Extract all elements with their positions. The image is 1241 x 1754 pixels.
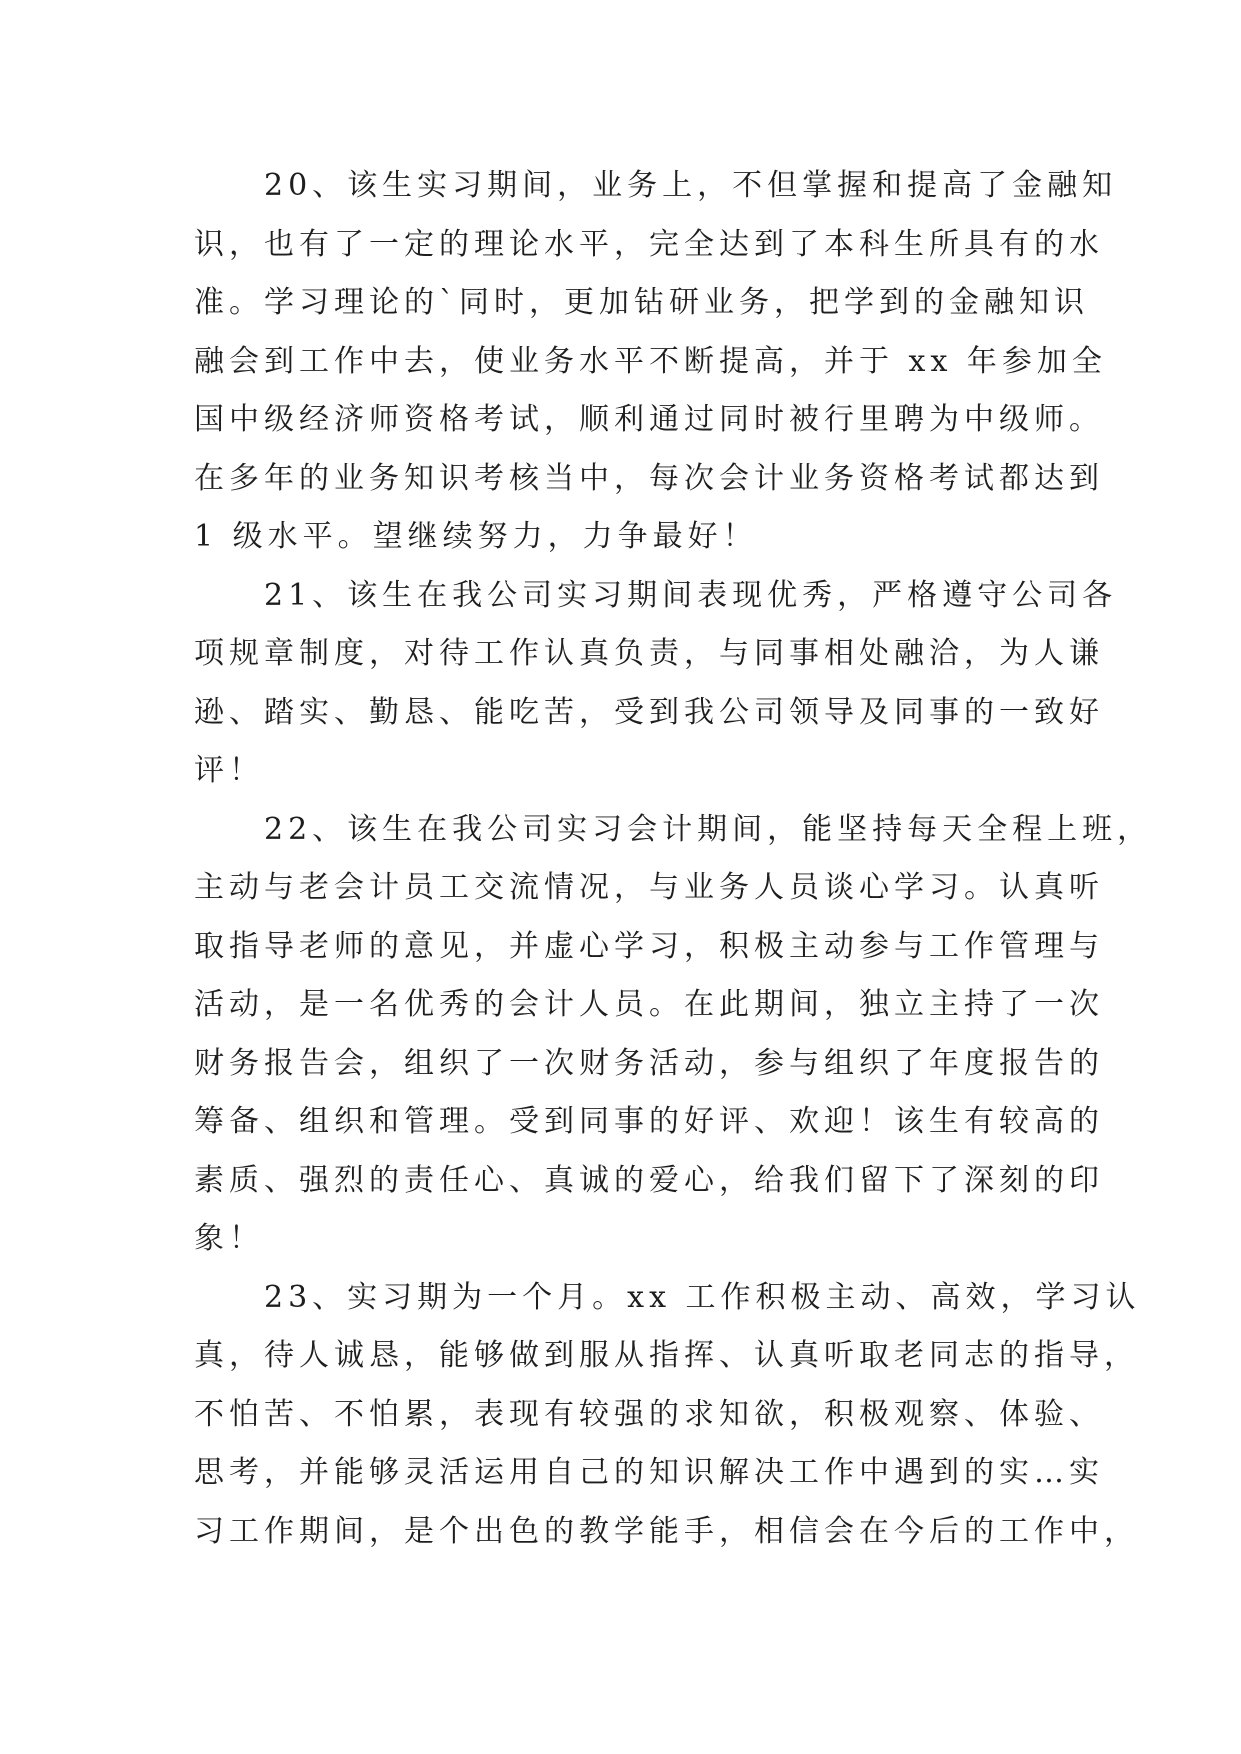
text-line: 准。学习理论的`同时，更加钻研业务，把学到的金融知识 [194, 285, 1089, 320]
text-line: 21、该生在我公司实习期间表现优秀，严格遵守公司各 [194, 577, 1118, 613]
text-line: 不怕苦、不怕累，表现有较强的求知欲，积极观察、体验、 [194, 1396, 1104, 1432]
text-line: 融会到工作中去，使业务水平不断提高，并于 xx 年参加全 [194, 343, 1107, 379]
text-line: 筹备、组织和管理。受到同事的好评、欢迎！该生有较高的 [194, 1104, 1104, 1139]
text-line: 思考，并能够灵活运用自己的知识解决工作中遇到的实…实 [194, 1455, 1104, 1490]
text-line: 活动，是一名优秀的会计人员。在此期间，独立主持了一次 [194, 987, 1104, 1022]
text-line: 真，待人诚恳，能够做到服从指挥、认真听取老同志的指导， [194, 1338, 1139, 1373]
text-line: 象！ [194, 1221, 264, 1256]
text-line: 国中级经济师资格考试，顺利通过同时被行里聘为中级师。 [194, 402, 1104, 437]
text-line: 项规章制度，对待工作认真负责，与同事相处融洽，为人谦 [194, 636, 1104, 671]
text-line: 习工作期间，是个出色的教学能手，相信会在今后的工作中， [194, 1513, 1139, 1549]
text-line: 评！ [194, 753, 264, 788]
text-line: 23、实习期为一个月。xx 工作积极主动、高效，学习认 [194, 1279, 1141, 1315]
text-line: 1 级水平。望继续努力，力争最好！ [194, 519, 758, 554]
text-line: 取指导老师的意见，并虚心学习，积极主动参与工作管理与 [194, 928, 1104, 964]
text-line: 22、该生在我公司实习会计期间，能坚持每天全程上班， [194, 811, 1153, 847]
text-line: 主动与老会计员工交流情况，与业务人员谈心学习。认真听 [194, 870, 1104, 905]
text-line: 在多年的业务知识考核当中，每次会计业务资格考试都达到 [194, 460, 1104, 496]
text-line: 财务报告会，组织了一次财务活动，参与组织了年度报告的 [194, 1045, 1104, 1081]
text-line: 逊、踏实、勤恳、能吃苦，受到我公司领导及同事的一致好 [194, 694, 1104, 730]
text-line: 20、该生实习期间，业务上，不但掌握和提高了金融知 [194, 168, 1118, 203]
text-line: 素质、强烈的责任心、真诚的爱心，给我们留下了深刻的印 [194, 1162, 1104, 1198]
text-line: 识，也有了一定的理论水平，完全达到了本科生所具有的水 [194, 226, 1104, 262]
document-body [194, 157, 1153, 1561]
